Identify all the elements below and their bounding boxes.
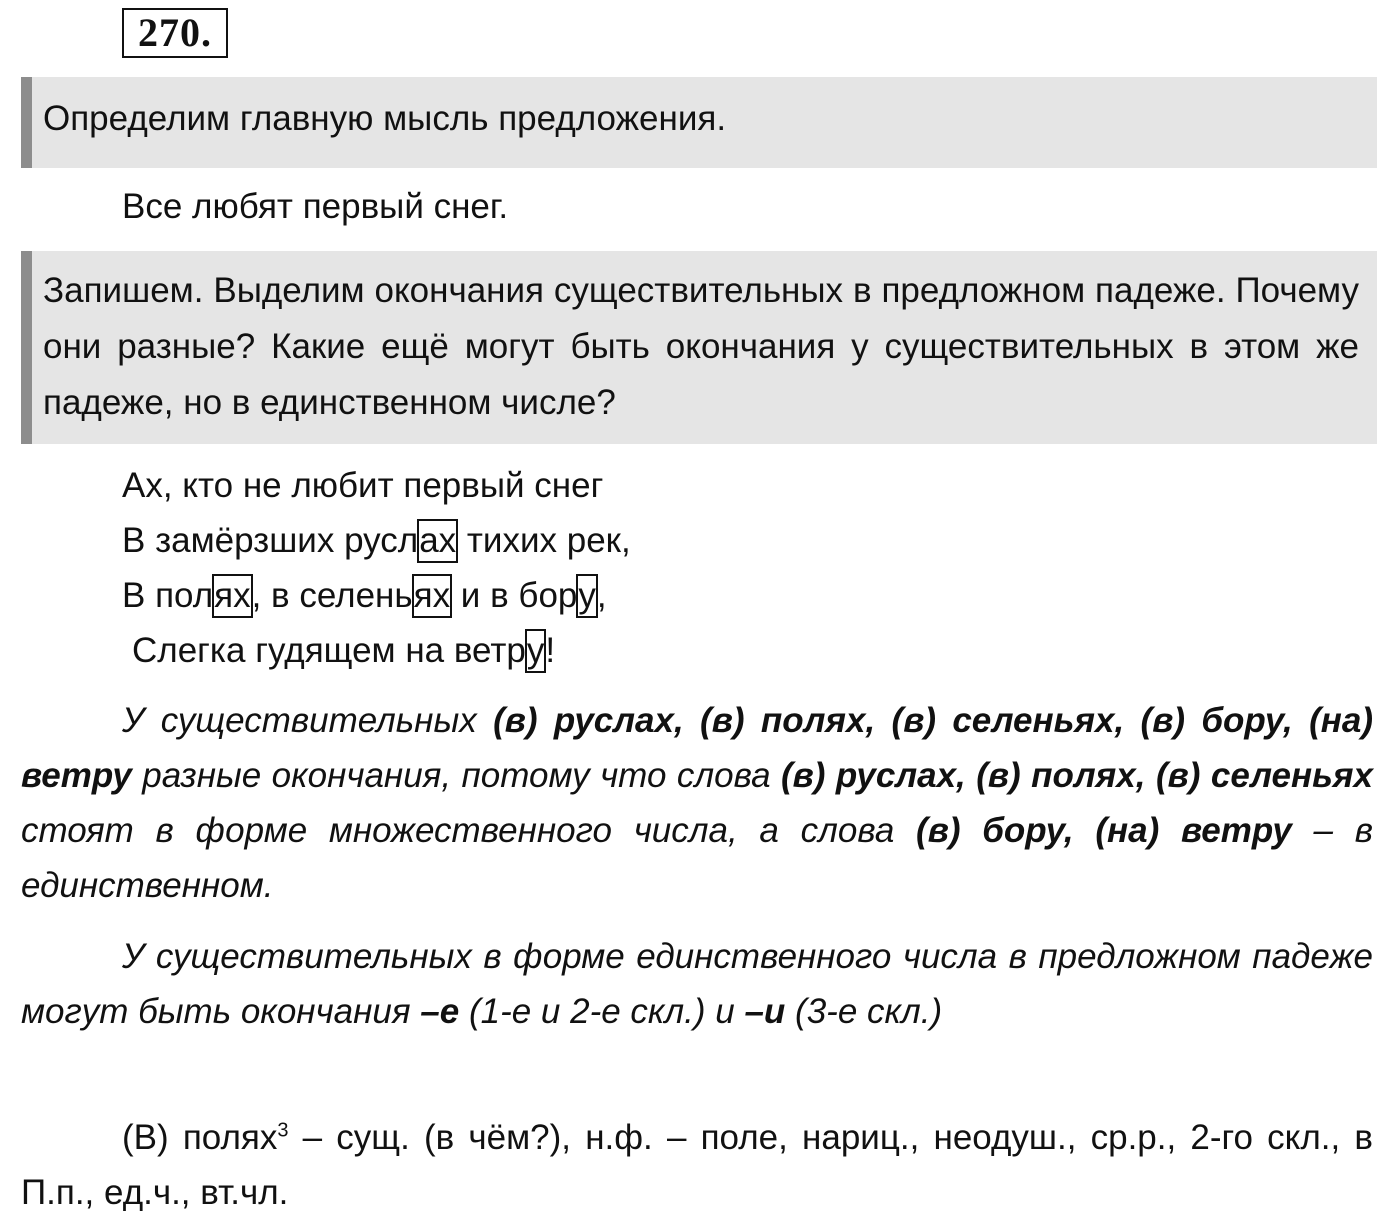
highlighted-ending: ях bbox=[412, 574, 452, 618]
analysis-superscript: 3 bbox=[277, 1119, 289, 1142]
task-instruction-2: Запишем. Выделим окончания существительных в предложном падеже. Почему они разные? Какие ещё могут быть окончания у существительных в этом же падеже, но в единственном числе? bbox=[21, 251, 1377, 444]
explanation-bold: (в) руслах, (в) полях, (в) селеньях, (в) бору, (на) ветру bbox=[21, 701, 1373, 795]
explanation-bold: (в) руслах, (в) полях, (в) селеньях bbox=[781, 756, 1373, 795]
poem-text: ! bbox=[545, 631, 556, 670]
explanation-text: стоят в форме множественного числа, а слова bbox=[21, 811, 917, 850]
explanation-text: – в единственном. bbox=[21, 811, 1374, 905]
highlighted-ending: ах bbox=[417, 519, 458, 563]
highlighted-ending: у bbox=[576, 574, 598, 618]
poem-line-1: Ах, кто не любит первый снег bbox=[122, 466, 604, 505]
poem-text: , bbox=[596, 576, 607, 615]
explanation-bold: –е bbox=[420, 992, 460, 1031]
poem-text: тихих рек, bbox=[457, 521, 631, 560]
highlighted-ending: у bbox=[525, 629, 547, 673]
explanation-text: (1-е и 2-е скл.) и bbox=[459, 992, 745, 1031]
explanation-text: разные окончания, потому что слова bbox=[131, 756, 782, 795]
explanation-bold: –и bbox=[744, 992, 786, 1031]
exercise-number: 270. bbox=[122, 8, 228, 58]
poem-text: и в бор bbox=[451, 576, 578, 615]
answer-main-idea: Все любят первый снег. bbox=[122, 187, 509, 226]
morphological-analysis bbox=[21, 1110, 1373, 1220]
explanation-text: У существительных bbox=[122, 701, 494, 740]
poem-line-3 bbox=[122, 568, 631, 623]
explanation-text: У существительных в форме единственного числа в предложном падеже могут быть окончания bbox=[21, 937, 1373, 1031]
explanation-paragraph-1 bbox=[21, 693, 1373, 913]
analysis-text: – сущ. (в чём?), н.ф. – поле, нариц., неодуш., ср.р., 2-го скл., в П.п., ед.ч., вт.чл. bbox=[21, 1118, 1374, 1212]
explanation-paragraph-2 bbox=[21, 929, 1373, 1039]
poem-line-4 bbox=[122, 623, 631, 678]
highlighted-ending: ях bbox=[212, 574, 252, 618]
poem-text: В замёрзших русл bbox=[122, 521, 419, 560]
task-instruction-1: Определим главную мысль предложения. bbox=[21, 77, 1377, 168]
explanation-text: (3-е скл.) bbox=[785, 992, 943, 1031]
explanation-bold: (в) бору, (на) ветру bbox=[916, 811, 1292, 850]
poem-text: , в селень bbox=[251, 576, 413, 615]
analysis-word: (В) полях bbox=[122, 1118, 278, 1157]
poem-text: Слегка гудящем на ветр bbox=[132, 631, 526, 670]
poem bbox=[122, 458, 631, 678]
poem-text: В пол bbox=[122, 576, 214, 615]
poem-line-2 bbox=[122, 513, 631, 568]
